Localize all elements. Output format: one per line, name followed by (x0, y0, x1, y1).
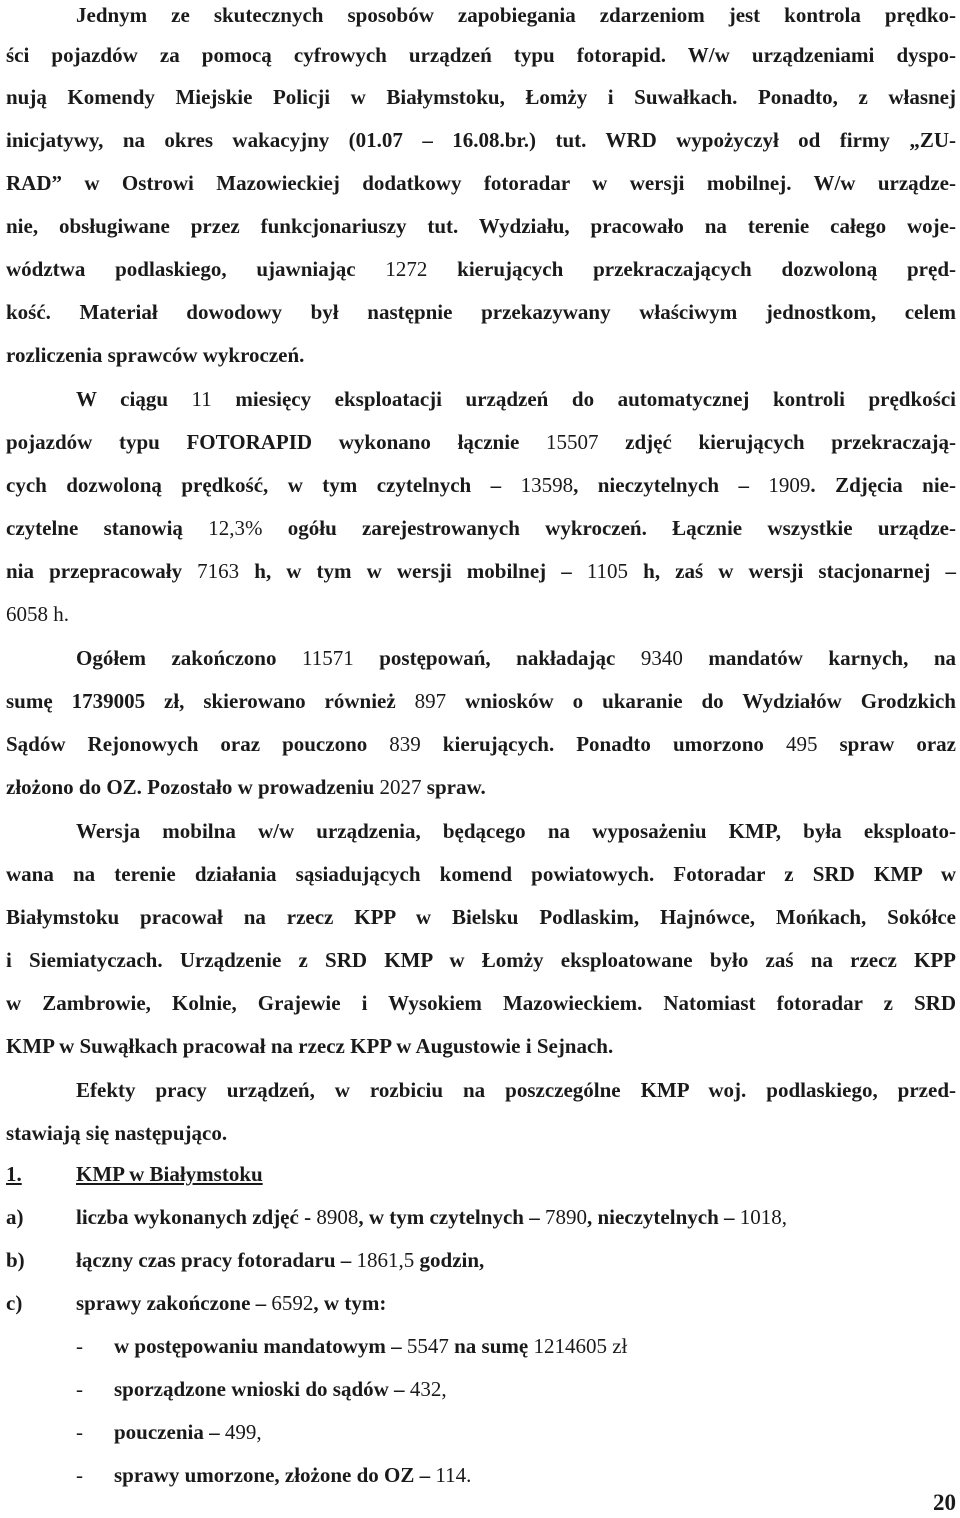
p2-line-5: nia przepracowały 7163 h, w tym w wersji mobilnej – 1105 h, zaś w wersji stacjonarnej – (6, 559, 956, 583)
item-a-label: a) (6, 1205, 24, 1229)
item-a: a) liczba wykonanych zdjęć - 8908, w tym czytelnych – 7890, nieczytelnych – 1018, (6, 1202, 956, 1232)
subitem-2: - sporządzone wnioski do sądów – 432, (76, 1377, 447, 1401)
p4-line-3: Białymstoku pracował na rzecz KPP w Bielsku Podlaskim, Hajnówce, Mońkach, Sokółce (6, 905, 956, 929)
p1-line-3: nują Komendy Miejskie Policji w Białymstoku, Łomży i Suwałkach. Ponadto, z własnej (6, 85, 956, 109)
p2-line-6: 6058 h. (6, 602, 69, 626)
p1-line-8: kość. Materiał dowodowy był następnie przekazywany właściwym jednostkom, celem (6, 300, 956, 324)
p2-line-1: W ciągu 11 miesięcy eksploatacji urządzeń do automatycznej kontroli prędkości (76, 387, 956, 411)
p3-line-2: sumę 1739005 zł, skierowano również 897 wniosków o ukaranie do Wydziałów Grodzkich (6, 689, 956, 713)
p2-line-3: cych dozwoloną prędkość, w tym czytelnych – 13598, nieczytelnych – 1909. Zdjęcia nie- (6, 473, 956, 497)
subitem-1: - w postępowaniu mandatowym – 5547 na sumę 1214605 zł (76, 1334, 628, 1358)
p4-line-4: i Siemiatyczach. Urządzenie z SRD KMP w Łomży eksploatowane było zaś na rzecz KPP (6, 948, 956, 972)
p3-line-1: Ogółem zakończono 11571 postępowań, nakładając 9340 mandatów karnych, na (76, 646, 956, 670)
p4-line-1: Wersja mobilna w/w urządzenia, będącego na wyposażeniu KMP, była eksploato- (76, 819, 956, 843)
item-c-label: c) (6, 1291, 23, 1315)
p3-line-3: Sądów Rejonowych oraz pouczono 839 kierujących. Ponadto umorzono 495 spraw oraz (6, 732, 957, 756)
page-number: 20 (933, 1490, 956, 1515)
item-b: b) łączny czas pracy fotoradaru – 1861,5 godzin, (6, 1245, 956, 1275)
p1-line-5: RAD” w Ostrowi Mazowieckiej dodatkowy fotoradar w wersji mobilnej. W/w urządze- (6, 171, 956, 195)
p5-line-2: stawiają się następująco. (6, 1121, 228, 1145)
p2-line-2: pojazdów typu FOTORAPID wykonano łącznie 15507 zdjęć kierujących przekraczają- (6, 430, 956, 454)
p4-line-6: KMP w Suwąłkach pracował na rzecz KPP w Augustowie i Sejnach. (6, 1034, 614, 1058)
p5-line-1: Efekty pracy urządzeń, w rozbiciu na poszczególne KMP woj. podlaskiego, przed- (76, 1078, 956, 1102)
p1-line-4: inicjatywy, na okres wakacyjny (01.07 – 16.08.br.) tut. WRD wypożyczył od firmy „ZU- (6, 128, 956, 152)
p3-line-4: złożono do OZ. Pozostało w prowadzeniu 2027 spraw. (6, 775, 486, 799)
p1-line-6: nie, obsługiwane przez funkcjonariuszy tut. Wydziału, pracowało na terenie całego woje- (6, 214, 956, 238)
p1-line-1: Jednym ze skutecznych sposobów zapobiegania zdarzeniom jest kontrola prędko- (76, 3, 956, 27)
p2-line-4: czytelne stanowią 12,3% ogółu zarejestrowanych wykroczeń. Łącznie wszystkie urządze- (6, 516, 956, 540)
p1-line-7: wództwa podlaskiego, ujawniając 1272 kierujących przekraczających dozwoloną pręd- (6, 257, 956, 281)
section-number: 1. (6, 1162, 22, 1186)
item-b-label: b) (6, 1248, 25, 1272)
section-heading (6, 1159, 956, 1189)
p1-line-2: ści pojazdów za pomocą cyfrowych urządzeń typu fotorapid. W/w urządzeniami dyspo- (6, 43, 956, 67)
subitem-4: - sprawy umorzone, złożone do OZ – 114. (76, 1463, 472, 1487)
item-c: c) sprawy zakończone – 6592, w tym: (6, 1288, 956, 1318)
subitem-3: - pouczenia – 499, (76, 1420, 262, 1444)
p4-line-5: w Zambrowie, Kolnie, Grajewie i Wysokiem Mazowieckiem. Natomiast fotoradar z SRD (6, 991, 956, 1015)
section-title: KMP w Białymstoku (76, 1162, 263, 1186)
p4-line-2: wana na terenie działania sąsiadujących komend powiatowych. Fotoradar z SRD KMP w (6, 862, 956, 886)
p1-line-9: rozliczenia sprawców wykroczeń. (6, 343, 305, 367)
